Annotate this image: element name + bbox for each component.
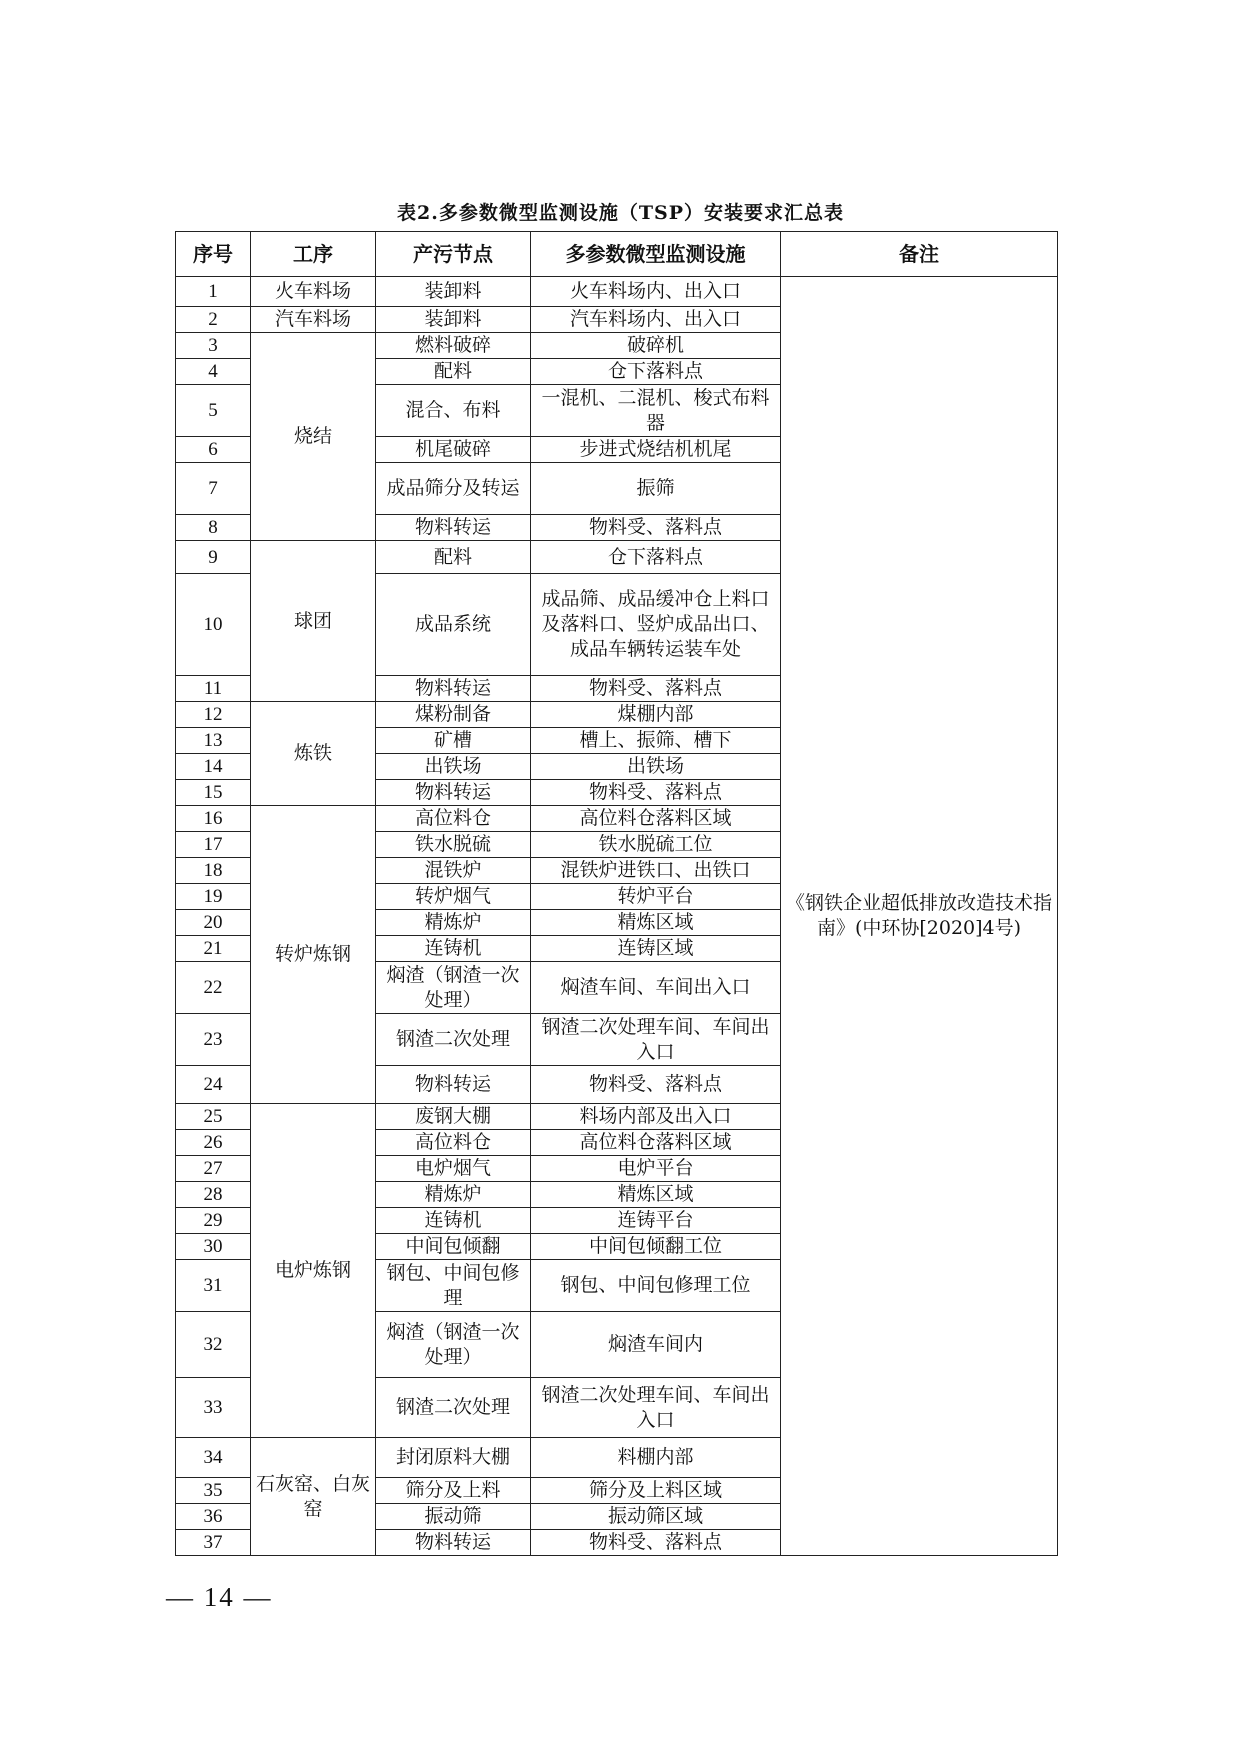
facility-cell: 铁水脱硫工位 <box>531 832 781 858</box>
table-row <box>176 277 1058 307</box>
node-cell: 废钢大棚 <box>376 1104 531 1130</box>
row-number: 8 <box>176 515 251 541</box>
node-cell: 煤粉制备 <box>376 702 531 728</box>
row-number: 30 <box>176 1234 251 1260</box>
facility-cell: 一混机、二混机、梭式布料器 <box>531 385 781 437</box>
row-number: 19 <box>176 884 251 910</box>
header-facility: 多参数微型监测设施 <box>531 232 781 277</box>
process-cell: 球团 <box>251 541 376 702</box>
row-number: 17 <box>176 832 251 858</box>
node-cell: 转炉烟气 <box>376 884 531 910</box>
facility-cell: 振动筛区域 <box>531 1504 781 1530</box>
facility-cell: 钢渣二次处理车间、车间出入口 <box>531 1378 781 1438</box>
node-cell: 矿槽 <box>376 728 531 754</box>
process-cell: 转炉炼钢 <box>251 806 376 1104</box>
facility-cell: 电炉平台 <box>531 1156 781 1182</box>
facility-cell: 物料受、落料点 <box>531 515 781 541</box>
header-node: 产污节点 <box>376 232 531 277</box>
row-number: 21 <box>176 936 251 962</box>
note-cell: 《钢铁企业超低排放改造技术指南》(中环协[2020]4号) <box>781 277 1058 1556</box>
header-process: 工序 <box>251 232 376 277</box>
facility-cell: 破碎机 <box>531 333 781 359</box>
row-number: 29 <box>176 1208 251 1234</box>
node-cell: 成品系统 <box>376 574 531 676</box>
facility-cell: 混铁炉进铁口、出铁口 <box>531 858 781 884</box>
row-number: 25 <box>176 1104 251 1130</box>
row-number: 2 <box>176 307 251 333</box>
node-cell: 钢包、中间包修理 <box>376 1260 531 1312</box>
facility-cell: 高位料仓落料区域 <box>531 806 781 832</box>
facility-cell: 仓下落料点 <box>531 541 781 574</box>
facility-cell: 物料受、落料点 <box>531 1530 781 1556</box>
facility-cell: 焖渣车间内 <box>531 1312 781 1378</box>
node-cell: 高位料仓 <box>376 1130 531 1156</box>
row-number: 5 <box>176 385 251 437</box>
node-cell: 封闭原料大棚 <box>376 1438 531 1478</box>
facility-cell: 转炉平台 <box>531 884 781 910</box>
row-number: 27 <box>176 1156 251 1182</box>
node-cell: 精炼炉 <box>376 910 531 936</box>
row-number: 22 <box>176 962 251 1014</box>
row-number: 9 <box>176 541 251 574</box>
process-cell: 电炉炼钢 <box>251 1104 376 1438</box>
row-number: 11 <box>176 676 251 702</box>
row-number: 3 <box>176 333 251 359</box>
node-cell: 装卸料 <box>376 307 531 333</box>
row-number: 33 <box>176 1378 251 1438</box>
row-number: 12 <box>176 702 251 728</box>
tsp-requirements-table <box>175 231 1058 1556</box>
row-number: 4 <box>176 359 251 385</box>
row-number: 24 <box>176 1066 251 1104</box>
node-cell: 焖渣（钢渣一次处理） <box>376 1312 531 1378</box>
node-cell: 燃料破碎 <box>376 333 531 359</box>
node-cell: 焖渣（钢渣一次处理） <box>376 962 531 1014</box>
facility-cell: 火车料场内、出入口 <box>531 277 781 307</box>
node-cell: 高位料仓 <box>376 806 531 832</box>
row-number: 15 <box>176 780 251 806</box>
facility-cell: 物料受、落料点 <box>531 1066 781 1104</box>
header-no: 序号 <box>176 232 251 277</box>
node-cell: 机尾破碎 <box>376 437 531 463</box>
node-cell: 连铸机 <box>376 936 531 962</box>
header-row <box>176 232 1058 277</box>
facility-cell: 步进式烧结机机尾 <box>531 437 781 463</box>
facility-cell: 连铸平台 <box>531 1208 781 1234</box>
facility-cell: 钢包、中间包修理工位 <box>531 1260 781 1312</box>
node-cell: 物料转运 <box>376 1530 531 1556</box>
node-cell: 中间包倾翻 <box>376 1234 531 1260</box>
page-number: — 14 — <box>166 1582 273 1612</box>
row-number: 16 <box>176 806 251 832</box>
row-number: 34 <box>176 1438 251 1478</box>
node-cell: 成品筛分及转运 <box>376 463 531 515</box>
process-cell: 汽车料场 <box>251 307 376 333</box>
row-number: 35 <box>176 1478 251 1504</box>
node-cell: 钢渣二次处理 <box>376 1014 531 1066</box>
node-cell: 连铸机 <box>376 1208 531 1234</box>
node-cell: 振动筛 <box>376 1504 531 1530</box>
facility-cell: 出铁场 <box>531 754 781 780</box>
facility-cell: 钢渣二次处理车间、车间出入口 <box>531 1014 781 1066</box>
node-cell: 物料转运 <box>376 676 531 702</box>
row-number: 7 <box>176 463 251 515</box>
process-cell: 烧结 <box>251 333 376 541</box>
node-cell: 装卸料 <box>376 277 531 307</box>
facility-cell: 仓下落料点 <box>531 359 781 385</box>
node-cell: 电炉烟气 <box>376 1156 531 1182</box>
facility-cell: 煤棚内部 <box>531 702 781 728</box>
node-cell: 物料转运 <box>376 515 531 541</box>
row-number: 18 <box>176 858 251 884</box>
facility-cell: 物料受、落料点 <box>531 780 781 806</box>
node-cell: 钢渣二次处理 <box>376 1378 531 1438</box>
facility-cell: 汽车料场内、出入口 <box>531 307 781 333</box>
facility-cell: 精炼区域 <box>531 1182 781 1208</box>
facility-cell: 料场内部及出入口 <box>531 1104 781 1130</box>
row-number: 13 <box>176 728 251 754</box>
node-cell: 出铁场 <box>376 754 531 780</box>
row-number: 36 <box>176 1504 251 1530</box>
header-note: 备注 <box>781 232 1058 277</box>
facility-cell: 精炼区域 <box>531 910 781 936</box>
node-cell: 配料 <box>376 359 531 385</box>
row-number: 28 <box>176 1182 251 1208</box>
node-cell: 混铁炉 <box>376 858 531 884</box>
facility-cell: 中间包倾翻工位 <box>531 1234 781 1260</box>
facility-cell: 连铸区域 <box>531 936 781 962</box>
facility-cell: 成品筛、成品缓冲仓上料口及落料口、竖炉成品出口、成品车辆转运装车处 <box>531 574 781 676</box>
facility-cell: 焖渣车间、车间出入口 <box>531 962 781 1014</box>
facility-cell: 筛分及上料区域 <box>531 1478 781 1504</box>
row-number: 14 <box>176 754 251 780</box>
node-cell: 铁水脱硫 <box>376 832 531 858</box>
facility-cell: 振筛 <box>531 463 781 515</box>
facility-cell: 槽上、振筛、槽下 <box>531 728 781 754</box>
row-number: 1 <box>176 277 251 307</box>
node-cell: 物料转运 <box>376 780 531 806</box>
row-number: 6 <box>176 437 251 463</box>
row-number: 31 <box>176 1260 251 1312</box>
node-cell: 筛分及上料 <box>376 1478 531 1504</box>
node-cell: 精炼炉 <box>376 1182 531 1208</box>
process-cell: 炼铁 <box>251 702 376 806</box>
facility-cell: 高位料仓落料区域 <box>531 1130 781 1156</box>
node-cell: 混合、布料 <box>376 385 531 437</box>
row-number: 20 <box>176 910 251 936</box>
process-cell: 火车料场 <box>251 277 376 307</box>
node-cell: 配料 <box>376 541 531 574</box>
row-number: 37 <box>176 1530 251 1556</box>
facility-cell: 物料受、落料点 <box>531 676 781 702</box>
row-number: 23 <box>176 1014 251 1066</box>
row-number: 32 <box>176 1312 251 1378</box>
facility-cell: 料棚内部 <box>531 1438 781 1478</box>
process-cell: 石灰窑、白灰窑 <box>251 1438 376 1556</box>
node-cell: 物料转运 <box>376 1066 531 1104</box>
table-caption: 表2.多参数微型监测设施（TSP）安装要求汇总表 <box>397 202 844 224</box>
row-number: 10 <box>176 574 251 676</box>
row-number: 26 <box>176 1130 251 1156</box>
